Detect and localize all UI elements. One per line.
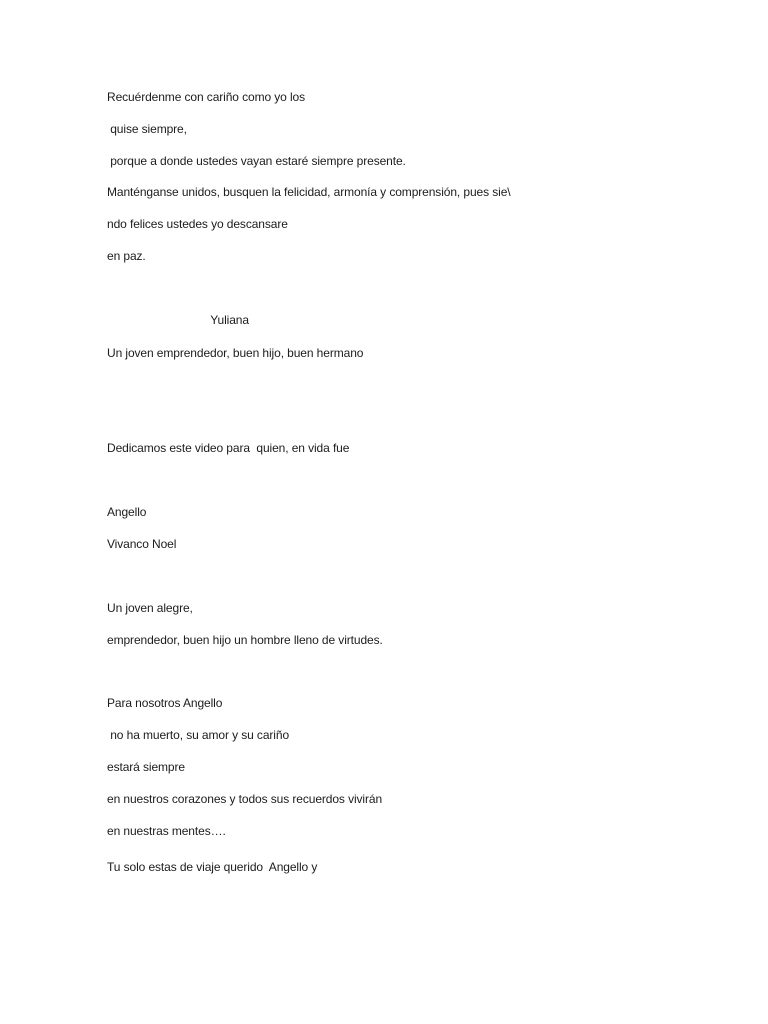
text-line: porque a donde ustedes vayan estaré siempre presente. <box>107 154 406 168</box>
text-line: estará siempre <box>107 760 185 774</box>
text-line: Dedicamos este video para quien, en vida fue <box>107 441 350 455</box>
text-line: Tu solo estas de viaje querido Angello y <box>107 860 318 874</box>
text-line: Manténganse unidos, busquen la felicidad, armonía y comprensión, pues sie\ <box>107 185 511 199</box>
text-line: en paz. <box>107 249 146 263</box>
text-line: Un joven emprendedor, buen hijo, buen hermano <box>107 346 364 360</box>
text-line: emprendedor, buen hijo un hombre lleno de virtudes. <box>107 633 383 647</box>
text-line: Para nosotros Angello <box>107 696 223 710</box>
signature-name: Yuliana <box>107 313 249 327</box>
text-line: en nuestras mentes…. <box>107 824 226 838</box>
text-line: quise siempre, <box>107 122 187 136</box>
text-line: en nuestros corazones y todos sus recuerdos vivirán <box>107 792 383 806</box>
text-line: Recuérdenme con cariño como yo los <box>107 90 306 104</box>
text-line: no ha muerto, su amor y su cariño <box>107 728 290 742</box>
honoree-first-name: Angello <box>107 505 147 519</box>
text-line: ndo felices ustedes yo descansare <box>107 217 288 231</box>
honoree-last-name: Vivanco Noel <box>107 537 177 551</box>
text-line: Un joven alegre, <box>107 601 193 615</box>
